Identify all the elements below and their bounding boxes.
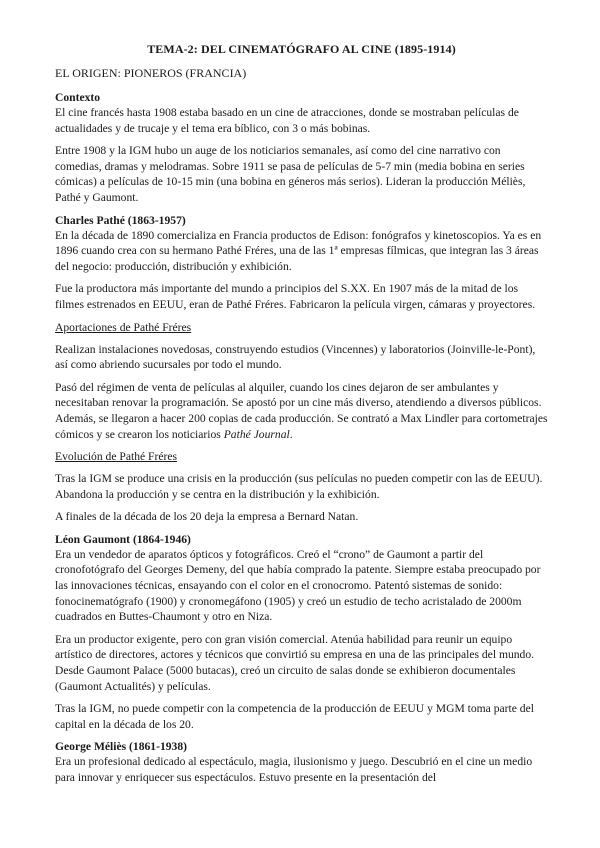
emphasis-pathe-journal: Pathé Journal bbox=[223, 427, 290, 441]
paragraph-text: . bbox=[289, 427, 293, 441]
paragraph: Entre 1908 y la IGM hubo un auge de los noticiarios semanales, así como del cine narrativo con comedias, dramas y melodramas. Sobre 1911 se pasa de películas de 5-7 min (media bobina en series cómicas) a películas de 10-15 min (una bobina en géneros más serios). Lideran la producción Méliès, Pathé y Gaumont. bbox=[55, 144, 526, 204]
paragraph: Era un productor exigente, pero con gran visión comercial. Atenúa habilidad para reunir un equipo artístico de directores, actores y técnicos que convirtió su empresa en una de las principales del mundo. Desde Gaumont Palace (5000 butacas), creó un circuito de salas donde se exhibieron documentales (Gaumont Actualités) y películas. bbox=[55, 632, 535, 693]
subheading-evolucion: Evolución de Pathé Fréres bbox=[55, 450, 178, 464]
paragraph: Era un vendedor de aparatos ópticos y fotográficos. Creó el “crono” de Gaumont a partir del cronofotógrafo del Georges Demeny, del que había comprado la patente. Siempre estaba preocupado por las innovaciones técnicas, ensayando con el color en el cronocromo. Patentó sistemas de sonido: fonocinematógrafo (1900) y cronomegáfono (1905) y creó un estudio de techo acristalado de 2000m cuadrados en Buttes-Chaumont y otro en Niza. bbox=[55, 547, 541, 624]
paragraph: Tras la IGM, no puede competir con la competencia de la producción de EEUU y MGM toma parte del capital en la década de los 20. bbox=[55, 702, 534, 731]
paragraph: Realizan instalaciones novedosas, construyendo estudios (Vincennes) y laboratorios (Joinville-le-Pont), así como abriendo sucursales por todo el mundo. bbox=[55, 342, 536, 372]
paragraph: A finales de la década de los 20 deja la empresa a Bernard Natan. bbox=[55, 510, 359, 524]
section-subtitle: EL ORIGEN: PIONEROS (FRANCIA) bbox=[55, 66, 247, 80]
heading-george-melies: George Méliès (1861-1938) bbox=[55, 740, 187, 754]
paragraph bbox=[55, 380, 548, 442]
paragraph: Era un profesional dedicado al espectáculo, magia, ilusionismo y juego. Descubrió en el cine un medio para innovar y enriquecer sus espectáculos. Estuvo presente en la presentación del bbox=[55, 755, 533, 784]
paragraph: Tras la IGM se produce una crisis en la producción (sus películas no pueden competir con las de EEUU). Abandona la producción y se centra en la distribución y la exhibición. bbox=[55, 472, 543, 501]
paragraph-text: Pasó del régimen de venta de películas al alquiler, cuando los cines dejaron de ser ambulantes y necesitaban renovar la programación. Se apostó por un cine más diverso, atendiendo a diversos públicos. Además, se llegaron a hacer 200 copias de cada producción. Se contrató a Max Lindler para cortometrajes cómicos y se crearon los noticiarios bbox=[55, 380, 548, 441]
paragraph: Fue la productora más importante del mundo a principios del S.XX. En 1907 más de la mitad de los filmes estrenados en EEUU, eran de Pathé Fréres. Fabricaron la película virgen, cámaras y proyectores. bbox=[55, 282, 536, 311]
heading-charles-pathe: Charles Pathé (1863-1957) bbox=[55, 213, 186, 227]
heading-contexto: Contexto bbox=[55, 91, 101, 104]
heading-leon-gaumont: Léon Gaumont (1864-1946) bbox=[55, 532, 191, 546]
paragraph: En la década de 1890 comercializa en Francia productos de Edison: fonógrafos y kinetoscopios. Ya es en 1896 cuando crea con su hermano Pathé Fréres, una de las 1ª empresas fílmicas, que integran las 3 áreas del negocio: producción, distribución y exhibición. bbox=[55, 228, 542, 273]
subheading-aportaciones: Aportaciones de Pathé Fréres bbox=[55, 320, 192, 334]
paragraph: El cine francés hasta 1908 estaba basado en un cine de atracciones, donde se mostraban películas de actualidades y de trucaje y el tema era bíblico, con 3 o más bobinas. bbox=[55, 106, 519, 135]
document-title: TEMA-2: DEL CINEMATÓGRAFO AL CINE (1895-1914) bbox=[147, 42, 456, 56]
